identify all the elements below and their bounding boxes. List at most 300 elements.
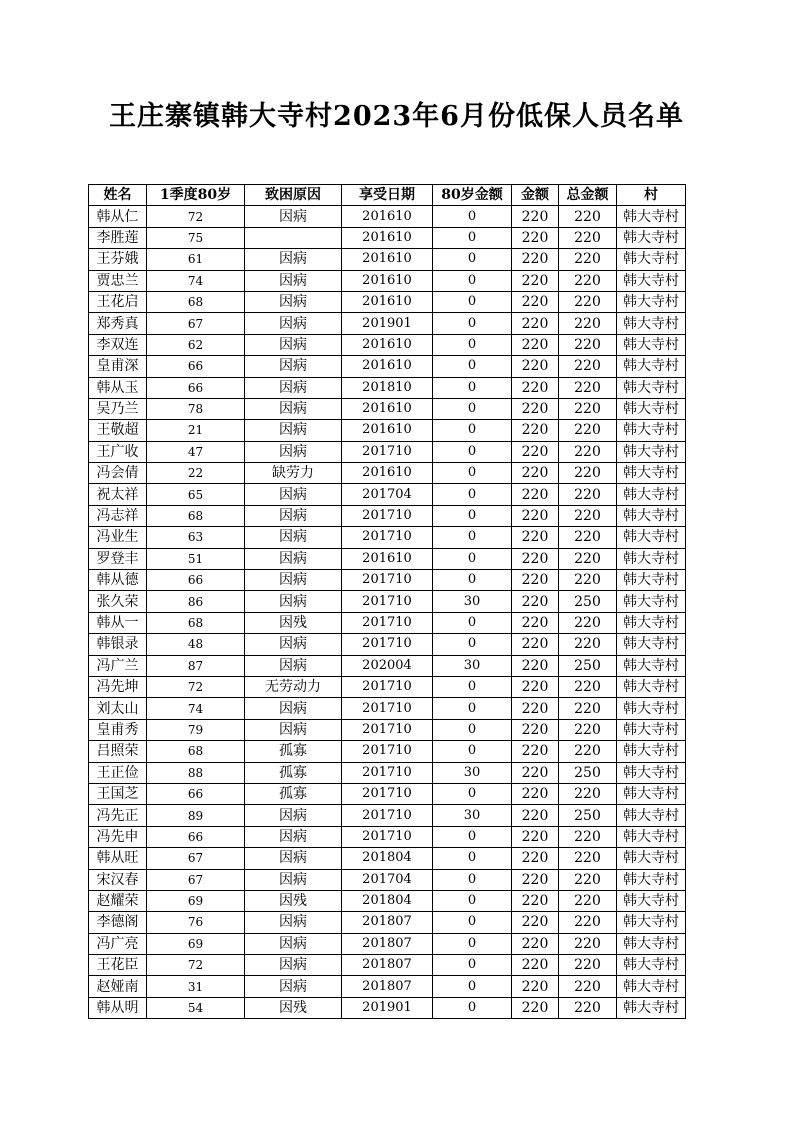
cell-start-date: 201710 (342, 676, 433, 697)
cell-amount: 220 (512, 548, 559, 569)
cell-total: 220 (559, 719, 617, 740)
cell-amount-80: 0 (433, 848, 512, 869)
cell-total: 220 (559, 249, 617, 270)
cell-village: 韩大寺村 (617, 676, 686, 697)
cell-amount-80: 0 (433, 869, 512, 890)
cell-village: 韩大寺村 (617, 997, 686, 1018)
cell-village: 韩大寺村 (617, 548, 686, 569)
cell-amount-80: 0 (433, 527, 512, 548)
header-reason: 致困原因 (245, 185, 342, 206)
cell-total: 220 (559, 484, 617, 505)
cell-amount: 220 (512, 527, 559, 548)
cell-reason: 因病 (245, 912, 342, 933)
cell-amount: 220 (512, 826, 559, 847)
cell-village: 韩大寺村 (617, 612, 686, 633)
cell-amount: 220 (512, 848, 559, 869)
cell-village: 韩大寺村 (617, 741, 686, 762)
cell-village: 韩大寺村 (617, 655, 686, 676)
cell-amount-80: 30 (433, 655, 512, 676)
table-row (89, 441, 686, 462)
cell-name: 李胜莲 (89, 227, 147, 248)
cell-q1-age: 63 (147, 527, 245, 548)
cell-amount: 220 (512, 463, 559, 484)
cell-start-date: 201610 (342, 270, 433, 291)
table-row (89, 463, 686, 484)
cell-total: 220 (559, 505, 617, 526)
table-row (89, 334, 686, 355)
cell-name: 冯志祥 (89, 505, 147, 526)
cell-total: 220 (559, 227, 617, 248)
cell-total: 220 (559, 698, 617, 719)
cell-reason: 因病 (245, 591, 342, 612)
cell-total: 250 (559, 591, 617, 612)
cell-name: 冯先申 (89, 826, 147, 847)
cell-start-date: 201804 (342, 848, 433, 869)
table-row (89, 805, 686, 826)
cell-name: 冯会倩 (89, 463, 147, 484)
cell-q1-age: 74 (147, 698, 245, 719)
cell-q1-age: 88 (147, 762, 245, 783)
cell-q1-age: 76 (147, 912, 245, 933)
cell-amount: 220 (512, 698, 559, 719)
table-row (89, 890, 686, 911)
cell-q1-age: 69 (147, 890, 245, 911)
cell-start-date: 201610 (342, 463, 433, 484)
cell-q1-age: 79 (147, 719, 245, 740)
cell-start-date: 201710 (342, 741, 433, 762)
cell-total: 220 (559, 869, 617, 890)
cell-start-date: 201807 (342, 912, 433, 933)
cell-start-date: 202004 (342, 655, 433, 676)
cell-total: 220 (559, 313, 617, 334)
cell-village: 韩大寺村 (617, 463, 686, 484)
cell-reason: 孤寡 (245, 783, 342, 804)
cell-amount-80: 30 (433, 762, 512, 783)
cell-reason: 孤寡 (245, 741, 342, 762)
table-row (89, 955, 686, 976)
cell-name: 王花臣 (89, 955, 147, 976)
header-q1-age: 1季度80岁 (147, 185, 245, 206)
cell-amount-80: 0 (433, 890, 512, 911)
cell-q1-age: 67 (147, 848, 245, 869)
cell-village: 韩大寺村 (617, 398, 686, 419)
cell-village: 韩大寺村 (617, 377, 686, 398)
cell-reason: 因病 (245, 548, 342, 569)
cell-amount-80: 0 (433, 334, 512, 355)
table-row (89, 612, 686, 633)
cell-reason: 因病 (245, 334, 342, 355)
cell-start-date: 201710 (342, 719, 433, 740)
cell-amount-80: 0 (433, 441, 512, 462)
cell-village: 韩大寺村 (617, 441, 686, 462)
cell-amount: 220 (512, 976, 559, 997)
cell-reason: 因病 (245, 484, 342, 505)
cell-total: 220 (559, 634, 617, 655)
table-row (89, 548, 686, 569)
cell-q1-age: 66 (147, 377, 245, 398)
cell-amount: 220 (512, 291, 559, 312)
cell-village: 韩大寺村 (617, 762, 686, 783)
cell-start-date: 201710 (342, 783, 433, 804)
cell-amount-80: 0 (433, 933, 512, 954)
cell-name: 罗登丰 (89, 548, 147, 569)
table-row (89, 206, 686, 227)
cell-amount-80: 0 (433, 570, 512, 591)
cell-amount-80: 0 (433, 612, 512, 633)
cell-amount-80: 0 (433, 997, 512, 1018)
cell-reason: 因病 (245, 655, 342, 676)
cell-name: 刘太山 (89, 698, 147, 719)
cell-village: 韩大寺村 (617, 976, 686, 997)
table-row (89, 270, 686, 291)
cell-start-date: 201610 (342, 249, 433, 270)
cell-q1-age: 67 (147, 313, 245, 334)
cell-q1-age: 22 (147, 463, 245, 484)
cell-reason: 缺劳力 (245, 463, 342, 484)
cell-village: 韩大寺村 (617, 634, 686, 655)
cell-amount-80: 0 (433, 634, 512, 655)
table-row (89, 591, 686, 612)
header-total: 总金额 (559, 185, 617, 206)
cell-start-date: 201610 (342, 227, 433, 248)
cell-q1-age: 61 (147, 249, 245, 270)
table-row (89, 719, 686, 740)
cell-q1-age: 68 (147, 291, 245, 312)
cell-amount-80: 0 (433, 356, 512, 377)
cell-q1-age: 68 (147, 612, 245, 633)
cell-start-date: 201901 (342, 997, 433, 1018)
table-row (89, 291, 686, 312)
cell-amount-80: 0 (433, 420, 512, 441)
cell-total: 220 (559, 398, 617, 419)
cell-name: 祝太祥 (89, 484, 147, 505)
cell-name: 吕照荣 (89, 741, 147, 762)
cell-name: 韩银录 (89, 634, 147, 655)
cell-amount: 220 (512, 484, 559, 505)
cell-total: 220 (559, 890, 617, 911)
table-row (89, 527, 686, 548)
table-row (89, 698, 686, 719)
cell-q1-age: 87 (147, 655, 245, 676)
cell-total: 220 (559, 676, 617, 697)
cell-reason: 因残 (245, 890, 342, 911)
cell-total: 220 (559, 270, 617, 291)
table-row (89, 313, 686, 334)
cell-start-date: 201710 (342, 826, 433, 847)
cell-total: 220 (559, 206, 617, 227)
cell-village: 韩大寺村 (617, 291, 686, 312)
cell-amount-80: 0 (433, 912, 512, 933)
cell-q1-age: 89 (147, 805, 245, 826)
cell-reason: 因病 (245, 527, 342, 548)
cell-start-date: 201610 (342, 206, 433, 227)
cell-reason: 因病 (245, 270, 342, 291)
table-row (89, 676, 686, 697)
cell-start-date: 201610 (342, 291, 433, 312)
cell-q1-age: 72 (147, 206, 245, 227)
cell-amount-80: 0 (433, 227, 512, 248)
cell-total: 220 (559, 570, 617, 591)
cell-total: 220 (559, 377, 617, 398)
cell-reason: 因病 (245, 634, 342, 655)
cell-amount: 220 (512, 420, 559, 441)
table-row (89, 976, 686, 997)
cell-name: 王敬超 (89, 420, 147, 441)
cell-total: 220 (559, 976, 617, 997)
cell-reason: 因病 (245, 420, 342, 441)
cell-amount: 220 (512, 783, 559, 804)
cell-start-date: 201610 (342, 334, 433, 355)
cell-start-date: 201710 (342, 612, 433, 633)
cell-start-date: 201807 (342, 976, 433, 997)
cell-q1-age: 68 (147, 741, 245, 762)
cell-name: 王广收 (89, 441, 147, 462)
cell-q1-age: 86 (147, 591, 245, 612)
cell-village: 韩大寺村 (617, 890, 686, 911)
cell-total: 220 (559, 334, 617, 355)
cell-amount-80: 0 (433, 291, 512, 312)
cell-total: 220 (559, 463, 617, 484)
cell-start-date: 201710 (342, 441, 433, 462)
cell-amount: 220 (512, 612, 559, 633)
cell-name: 韩从旺 (89, 848, 147, 869)
cell-q1-age: 72 (147, 676, 245, 697)
cell-q1-age: 66 (147, 570, 245, 591)
cell-amount-80: 0 (433, 955, 512, 976)
cell-total: 220 (559, 912, 617, 933)
cell-reason (245, 227, 342, 248)
cell-q1-age: 68 (147, 505, 245, 526)
cell-name: 韩从德 (89, 570, 147, 591)
cell-q1-age: 21 (147, 420, 245, 441)
cell-amount-80: 0 (433, 548, 512, 569)
cell-amount: 220 (512, 955, 559, 976)
cell-reason: 因病 (245, 976, 342, 997)
cell-amount-80: 0 (433, 206, 512, 227)
cell-name: 郑秀真 (89, 313, 147, 334)
table-row (89, 505, 686, 526)
cell-name: 宋汉春 (89, 869, 147, 890)
cell-name: 韩从仁 (89, 206, 147, 227)
cell-amount: 220 (512, 676, 559, 697)
cell-start-date: 201710 (342, 805, 433, 826)
table-row (89, 655, 686, 676)
cell-reason: 因病 (245, 570, 342, 591)
cell-amount: 220 (512, 997, 559, 1018)
table-row (89, 933, 686, 954)
cell-amount: 220 (512, 206, 559, 227)
cell-total: 220 (559, 420, 617, 441)
cell-amount: 220 (512, 441, 559, 462)
cell-name: 韩从一 (89, 612, 147, 633)
cell-village: 韩大寺村 (617, 484, 686, 505)
cell-amount: 220 (512, 270, 559, 291)
cell-village: 韩大寺村 (617, 249, 686, 270)
cell-reason: 因残 (245, 612, 342, 633)
header-name: 姓名 (89, 185, 147, 206)
cell-village: 韩大寺村 (617, 356, 686, 377)
cell-name: 李德阁 (89, 912, 147, 933)
cell-start-date: 201710 (342, 570, 433, 591)
cell-amount-80: 0 (433, 377, 512, 398)
cell-start-date: 201610 (342, 356, 433, 377)
cell-amount-80: 0 (433, 463, 512, 484)
cell-reason: 因病 (245, 377, 342, 398)
cell-name: 张久荣 (89, 591, 147, 612)
cell-village: 韩大寺村 (617, 869, 686, 890)
cell-name: 冯先坤 (89, 676, 147, 697)
cell-amount-80: 30 (433, 805, 512, 826)
table-row (89, 848, 686, 869)
cell-start-date: 201704 (342, 484, 433, 505)
cell-q1-age: 51 (147, 548, 245, 569)
cell-name: 冯广兰 (89, 655, 147, 676)
cell-start-date: 201901 (342, 313, 433, 334)
cell-amount-80: 0 (433, 398, 512, 419)
cell-start-date: 201710 (342, 762, 433, 783)
cell-amount-80: 0 (433, 313, 512, 334)
cell-total: 220 (559, 826, 617, 847)
header-row (89, 185, 686, 206)
cell-name: 皇甫深 (89, 356, 147, 377)
cell-amount: 220 (512, 655, 559, 676)
cell-village: 韩大寺村 (617, 698, 686, 719)
cell-reason: 因病 (245, 441, 342, 462)
cell-village: 韩大寺村 (617, 505, 686, 526)
cell-reason: 因病 (245, 398, 342, 419)
roster-table (88, 184, 686, 1019)
cell-amount: 220 (512, 313, 559, 334)
cell-name: 王国芝 (89, 783, 147, 804)
cell-amount: 220 (512, 805, 559, 826)
cell-amount: 220 (512, 398, 559, 419)
cell-amount: 220 (512, 227, 559, 248)
cell-start-date: 201610 (342, 420, 433, 441)
table-row (89, 783, 686, 804)
cell-total: 250 (559, 805, 617, 826)
cell-amount-80: 0 (433, 249, 512, 270)
table-row (89, 377, 686, 398)
cell-village: 韩大寺村 (617, 591, 686, 612)
table-row (89, 484, 686, 505)
cell-total: 220 (559, 356, 617, 377)
cell-amount: 220 (512, 570, 559, 591)
document-title: 王庄寨镇韩大寺村2023年6月份低保人员名单 (109, 101, 684, 132)
header-amount-80: 80岁金额 (433, 185, 512, 206)
cell-name: 赵耀荣 (89, 890, 147, 911)
table-row (89, 997, 686, 1018)
cell-total: 220 (559, 612, 617, 633)
header-amount: 金额 (512, 185, 559, 206)
cell-village: 韩大寺村 (617, 912, 686, 933)
table-row (89, 634, 686, 655)
table-row (89, 249, 686, 270)
cell-total: 250 (559, 762, 617, 783)
cell-total: 220 (559, 933, 617, 954)
cell-name: 吴乃兰 (89, 398, 147, 419)
cell-q1-age: 66 (147, 783, 245, 804)
cell-reason: 无劳动力 (245, 676, 342, 697)
cell-name: 王正俭 (89, 762, 147, 783)
table-row (89, 869, 686, 890)
cell-q1-age: 72 (147, 955, 245, 976)
table-row (89, 420, 686, 441)
cell-total: 220 (559, 527, 617, 548)
cell-amount: 220 (512, 933, 559, 954)
roster-body (89, 206, 686, 1019)
cell-start-date: 201807 (342, 955, 433, 976)
cell-village: 韩大寺村 (617, 783, 686, 804)
cell-amount: 220 (512, 719, 559, 740)
cell-reason: 孤寡 (245, 762, 342, 783)
cell-village: 韩大寺村 (617, 334, 686, 355)
cell-amount: 220 (512, 591, 559, 612)
cell-reason: 因病 (245, 356, 342, 377)
cell-amount: 220 (512, 912, 559, 933)
cell-total: 220 (559, 741, 617, 762)
cell-total: 250 (559, 655, 617, 676)
cell-start-date: 201804 (342, 890, 433, 911)
cell-village: 韩大寺村 (617, 227, 686, 248)
cell-village: 韩大寺村 (617, 270, 686, 291)
cell-start-date: 201710 (342, 698, 433, 719)
cell-start-date: 201710 (342, 505, 433, 526)
cell-amount-80: 0 (433, 976, 512, 997)
cell-total: 220 (559, 783, 617, 804)
cell-amount: 220 (512, 762, 559, 783)
cell-amount: 220 (512, 377, 559, 398)
table-row (89, 398, 686, 419)
table-row (89, 227, 686, 248)
cell-reason: 因病 (245, 206, 342, 227)
cell-name: 冯广亮 (89, 933, 147, 954)
cell-start-date: 201610 (342, 548, 433, 569)
cell-name: 韩从明 (89, 997, 147, 1018)
cell-total: 220 (559, 955, 617, 976)
cell-amount-80: 0 (433, 698, 512, 719)
cell-start-date: 201710 (342, 527, 433, 548)
cell-amount-80: 0 (433, 505, 512, 526)
cell-q1-age: 47 (147, 441, 245, 462)
cell-reason: 因病 (245, 698, 342, 719)
cell-amount: 220 (512, 890, 559, 911)
cell-reason: 因病 (245, 955, 342, 976)
cell-amount-80: 0 (433, 484, 512, 505)
cell-reason: 因病 (245, 505, 342, 526)
cell-reason: 因病 (245, 869, 342, 890)
cell-q1-age: 31 (147, 976, 245, 997)
cell-reason: 因残 (245, 997, 342, 1018)
cell-reason: 因病 (245, 249, 342, 270)
cell-q1-age: 66 (147, 356, 245, 377)
cell-name: 冯先正 (89, 805, 147, 826)
cell-reason: 因病 (245, 805, 342, 826)
cell-q1-age: 67 (147, 869, 245, 890)
cell-total: 220 (559, 548, 617, 569)
cell-q1-age: 78 (147, 398, 245, 419)
cell-village: 韩大寺村 (617, 933, 686, 954)
cell-village: 韩大寺村 (617, 719, 686, 740)
cell-start-date: 201710 (342, 591, 433, 612)
cell-name: 王芬娥 (89, 249, 147, 270)
cell-reason: 因病 (245, 848, 342, 869)
table-row (89, 762, 686, 783)
cell-name: 赵娅南 (89, 976, 147, 997)
cell-amount-80: 30 (433, 591, 512, 612)
cell-amount: 220 (512, 505, 559, 526)
header-start-date: 享受日期 (342, 185, 433, 206)
cell-village: 韩大寺村 (617, 955, 686, 976)
